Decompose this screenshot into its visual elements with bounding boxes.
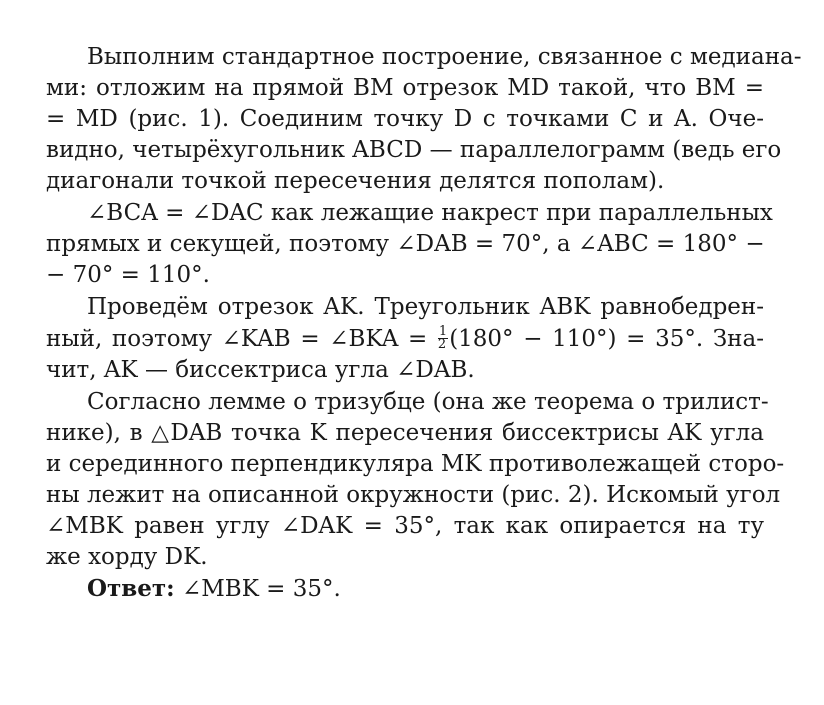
text-line: прямых и секущей, поэтому ∠DAB = 70°, а ∠ABC = 180° −: [46, 231, 765, 257]
text-line: Выполним стандартное построение, связанное с медиана-: [87, 44, 802, 70]
text-line: ∠BCA = ∠DAC как лежащие накрест при параллельных: [87, 200, 773, 226]
text-line: − 70° = 110°.: [46, 262, 210, 288]
answer-label: Ответ:: [87, 575, 175, 602]
line-segment: (180° − 110°) = 35°. Зна-: [449, 326, 764, 352]
answer-line: [87, 574, 764, 604]
text-line: и серединного перпендикуляра MK противолежащей сторо-: [46, 451, 785, 477]
text-line-with-fraction: [46, 324, 764, 354]
text-line: ми: отложим на прямой BM отрезок MD такой, что BM =: [46, 75, 764, 101]
text-line: Проведём отрезок AK. Треугольник ABK равнобедрен-: [87, 294, 764, 320]
text-line: ∠MBK равен углу ∠DAK = 35°, так как опирается на ту: [46, 513, 764, 539]
text-line: нике), в △DAB точка K пересечения биссектрисы AK угла: [46, 420, 764, 446]
text-line: диагонали точкой пересечения делятся пополам).: [46, 168, 665, 194]
line-segment: ный, поэтому ∠KAB = ∠BKA =: [46, 326, 428, 352]
answer-value: ∠MBK = 35°.: [181, 576, 341, 602]
text-line: же хорду DK.: [46, 544, 208, 570]
text-line: = MD (рис. 1). Соединим точку D с точками C и A. Оче-: [46, 106, 764, 132]
fraction: [437, 323, 448, 352]
fraction-denominator: 2: [437, 336, 447, 352]
fraction-numerator: 1: [438, 323, 448, 339]
text-line: чит, AK — биссектриса угла ∠DAB.: [46, 357, 475, 383]
text-line: видно, четырёхугольник ABCD — параллелограмм (ведь его: [46, 137, 782, 163]
text-line: ны лежит на описанной окружности (рис. 2). Искомый угол: [46, 482, 781, 508]
text-line: Согласно лемме о тризубце (она же теорема о трилист-: [87, 389, 769, 415]
